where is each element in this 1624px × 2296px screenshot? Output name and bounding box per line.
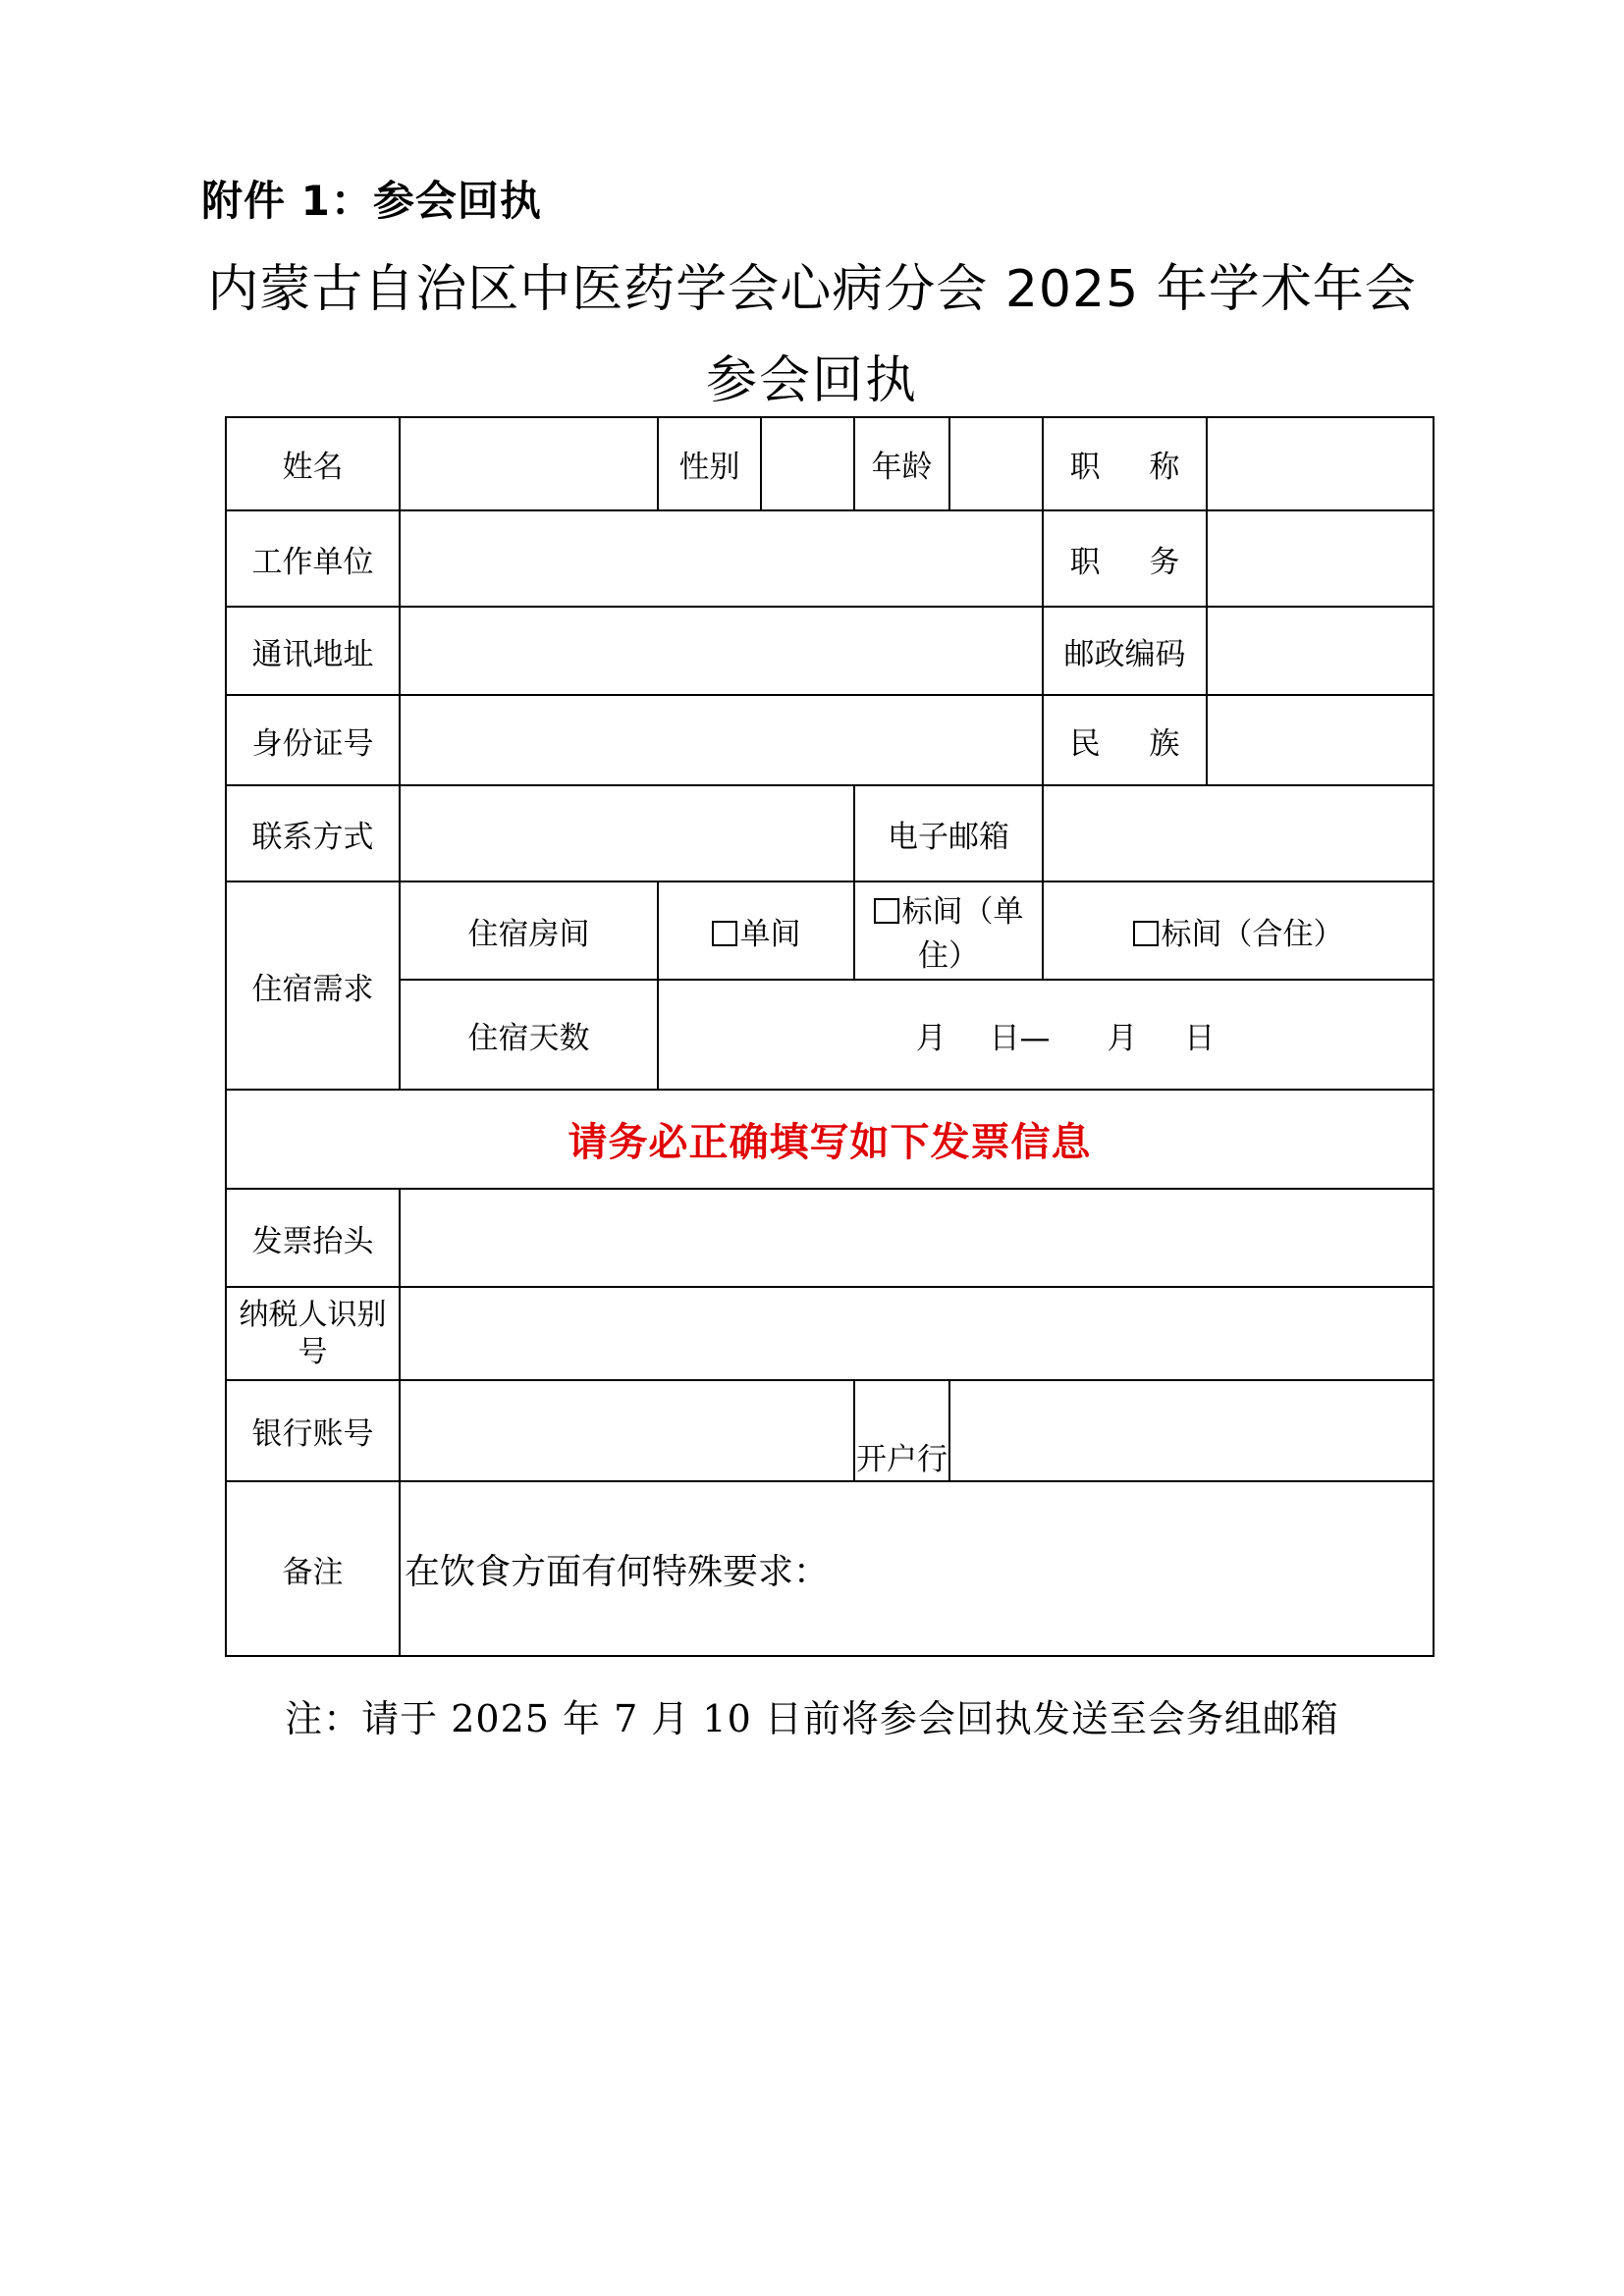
postcode-field[interactable] <box>1207 607 1434 695</box>
ethnicity-label: 民 族 <box>1043 695 1207 785</box>
room-type-label: 住宿房间 <box>400 881 658 980</box>
name-label: 姓名 <box>226 417 400 510</box>
footer-note: 注：请于 2025 年 7 月 10 日前将参会回执发送至会务组邮箱 <box>285 1697 1339 1740</box>
id-number-field[interactable] <box>400 695 1043 785</box>
address-label: 通讯地址 <box>226 607 400 695</box>
ethnicity-field[interactable] <box>1207 695 1434 785</box>
remark-field[interactable] <box>400 1481 1434 1656</box>
title-label: 职 称 <box>1043 417 1207 510</box>
room-option-single[interactable] <box>658 881 854 980</box>
bank-field[interactable] <box>949 1380 1434 1481</box>
id-number-label: 身份证号 <box>226 695 400 785</box>
checkbox-icon[interactable] <box>712 921 737 946</box>
gender-field[interactable] <box>761 417 854 510</box>
position-field[interactable] <box>1207 510 1434 607</box>
document-title: 内蒙古自治区中医药学会心病分会 2025 年学术年会 <box>207 260 1417 319</box>
stay-days-field[interactable] <box>658 980 1434 1090</box>
email-label: 电子邮箱 <box>854 785 1043 881</box>
position-label: 职 务 <box>1043 510 1207 607</box>
remark-label: 备注 <box>226 1481 400 1656</box>
bank-account-field[interactable] <box>400 1380 854 1481</box>
days-day2: 日 <box>1184 1020 1216 1056</box>
room-option-label: 标间（合住） <box>1161 916 1344 952</box>
lodging-label: 住宿需求 <box>226 881 400 1090</box>
days-month2: 月 <box>1107 1020 1138 1056</box>
document-subtitle: 参会回执 <box>705 351 918 410</box>
bank-label: 开户行 <box>854 1380 949 1481</box>
attachment-heading: 附件 1：参会回执 <box>201 177 542 225</box>
name-field[interactable] <box>400 417 658 510</box>
invoice-title-label: 发票抬头 <box>226 1189 400 1287</box>
checkbox-icon[interactable] <box>874 898 899 924</box>
checkbox-icon[interactable] <box>1133 921 1159 946</box>
bank-account-label: 银行账号 <box>226 1380 400 1481</box>
registration-form-table <box>225 416 1435 1657</box>
contact-label: 联系方式 <box>226 785 400 881</box>
invoice-title-field[interactable] <box>400 1189 1434 1287</box>
contact-field[interactable] <box>400 785 854 881</box>
age-field[interactable] <box>949 417 1043 510</box>
title-field[interactable] <box>1207 417 1434 510</box>
work-unit-label: 工作单位 <box>226 510 400 607</box>
postcode-label: 邮政编码 <box>1043 607 1207 695</box>
room-option-standard-single[interactable] <box>854 881 1043 980</box>
room-option-label: 单间 <box>739 916 801 952</box>
room-option-standard-shared[interactable] <box>1043 881 1434 980</box>
days-day1: 日— <box>989 1020 1051 1056</box>
address-field[interactable] <box>400 607 1043 695</box>
remark-prompt: 在饮食方面有何特殊要求： <box>405 1551 830 1592</box>
taxpayer-id-field[interactable] <box>400 1287 1434 1380</box>
gender-label: 性别 <box>658 417 761 510</box>
email-field[interactable] <box>1043 785 1434 881</box>
stay-days-label: 住宿天数 <box>400 980 658 1090</box>
taxpayer-id-label: 纳税人识别号 <box>226 1287 400 1380</box>
age-label: 年龄 <box>854 417 949 510</box>
room-option-label: 标间（单住） <box>901 894 1024 974</box>
invoice-notice: 请务必正确填写如下发票信息 <box>226 1090 1434 1189</box>
days-month1: 月 <box>915 1020 947 1056</box>
work-unit-field[interactable] <box>400 510 1043 607</box>
